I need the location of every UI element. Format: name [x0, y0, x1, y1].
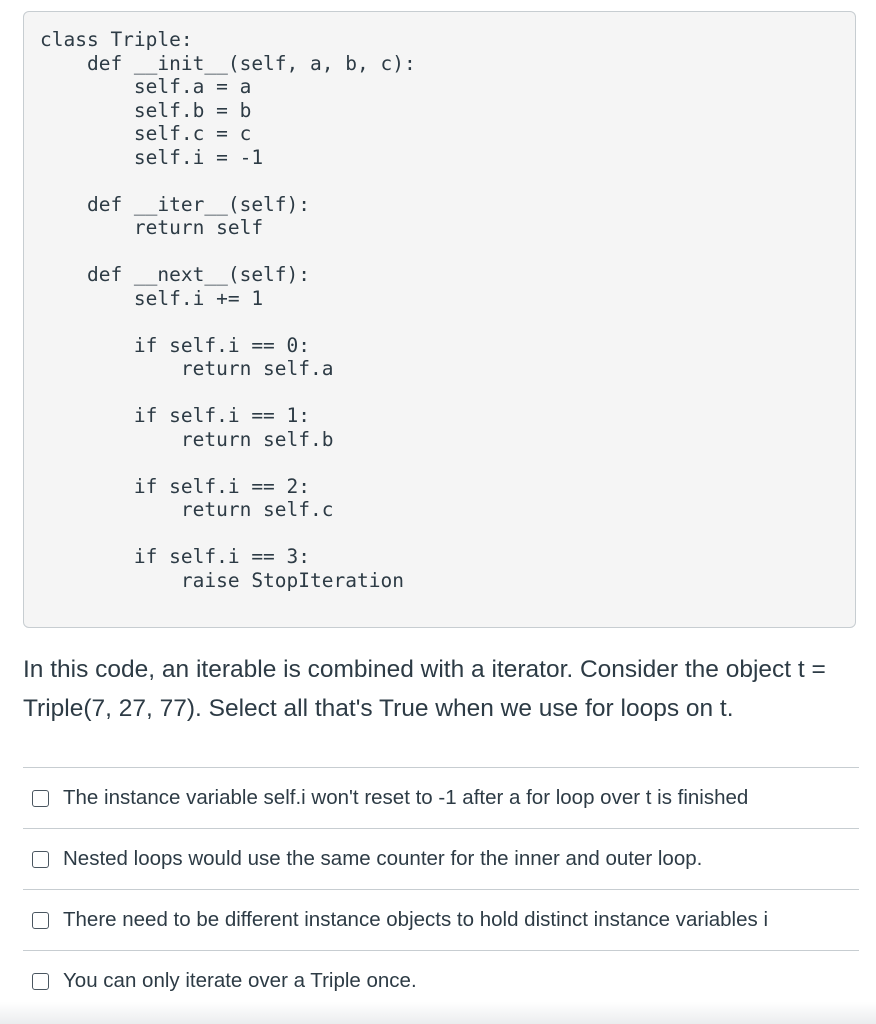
answer-label[interactable]: Nested loops would use the same counter for the inner and outer loop.: [63, 847, 703, 870]
answer-option-1[interactable]: [23, 767, 859, 828]
answer-list: [23, 767, 859, 1011]
bottom-fade: [0, 1002, 876, 1024]
checkbox-icon[interactable]: [32, 973, 49, 990]
checkbox-icon[interactable]: [32, 851, 49, 868]
code-block: [23, 11, 856, 628]
checkbox-icon[interactable]: [32, 912, 49, 929]
answer-option-3[interactable]: [23, 889, 859, 950]
answer-label[interactable]: There need to be different instance objects to hold distinct instance variables i: [63, 908, 769, 931]
answer-label[interactable]: The instance variable self.i won't reset to -1 after a for loop over t is finished: [63, 786, 749, 809]
answer-option-2[interactable]: [23, 828, 859, 889]
question-text: In this code, an iterable is combined with a iterator. Consider the object t = Triple(7, 27, 77). Select all that's True when we use for loops on t.: [23, 656, 826, 722]
checkbox-icon[interactable]: [32, 790, 49, 807]
code-text: class Triple: def __init__(self, a, b, c): self.a = a self.b = b self.c = c self.i = -1 def __iter__(self): return self def __next__(self): self.i += 1 if self.i == 0: return self.a if self.i == 1: return self.b if self.i == 2: return self.c if self.i == 3: raise StopIteration: [40, 28, 416, 592]
answer-label[interactable]: You can only iterate over a Triple once.: [63, 969, 417, 992]
